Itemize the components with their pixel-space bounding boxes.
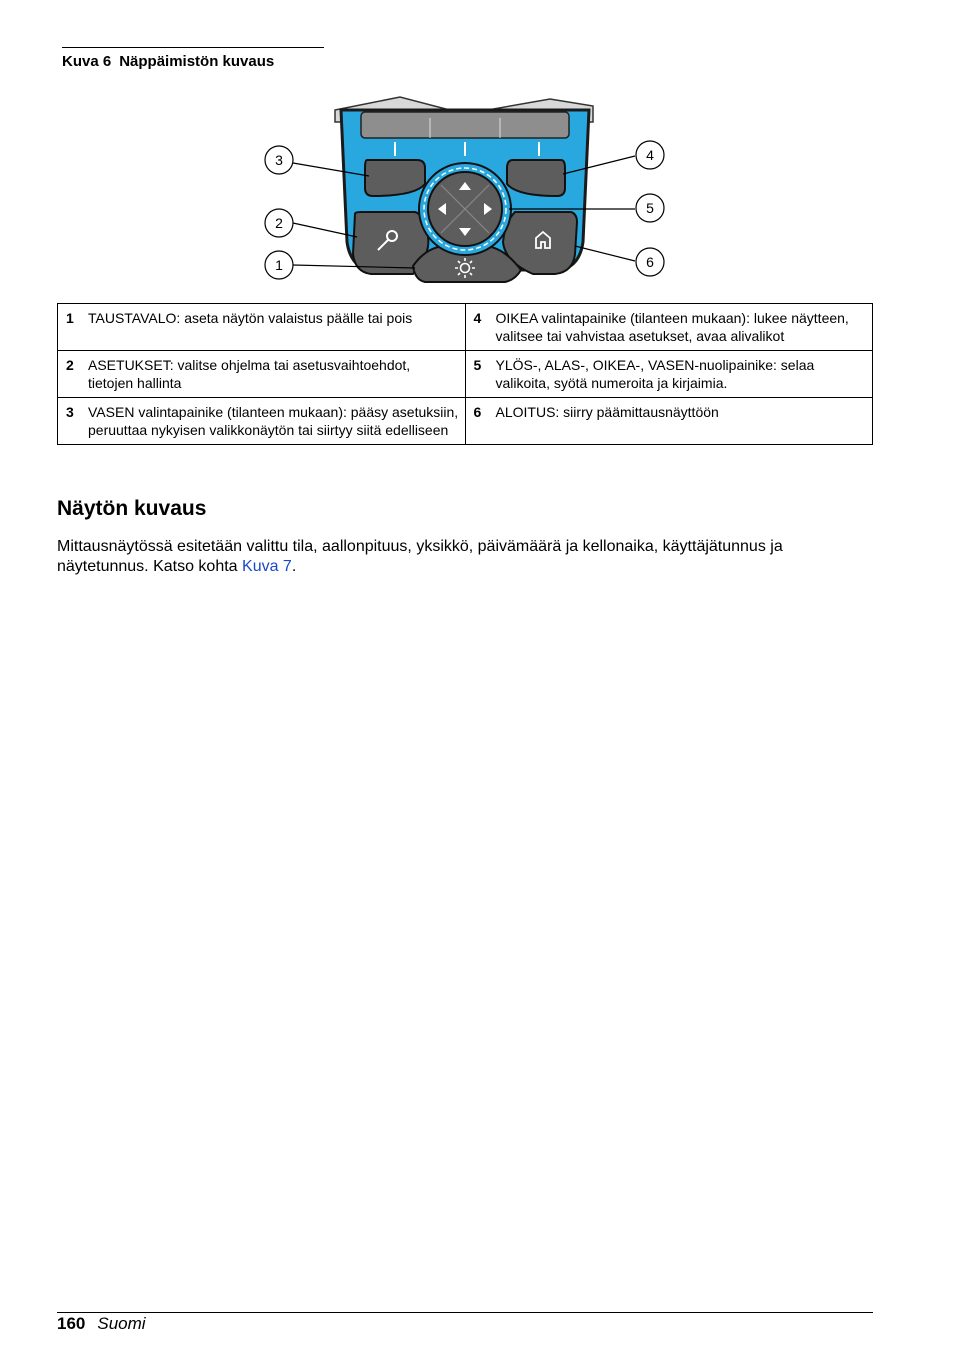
page-footer bbox=[57, 1312, 873, 1334]
legend-cell bbox=[58, 304, 466, 351]
body-paragraph bbox=[57, 537, 877, 577]
table-row bbox=[58, 398, 873, 445]
legend-number: 3 bbox=[66, 404, 74, 420]
legend-table bbox=[57, 303, 873, 445]
figure-caption bbox=[62, 47, 324, 70]
legend-number: 1 bbox=[66, 310, 74, 326]
page-number: 160 bbox=[57, 1314, 86, 1333]
callout-6: 6 bbox=[646, 254, 654, 270]
section-heading: Näytön kuvaus bbox=[57, 497, 207, 520]
legend-number: 4 bbox=[473, 310, 482, 326]
table-row bbox=[58, 304, 873, 351]
legend-text: OIKEA valintapainike (tilanteen mukaan): lukee näytteen, valitsee tai vahvistaa asetukset, avaa alivalikot bbox=[495, 310, 849, 344]
left-select-button bbox=[365, 160, 425, 196]
legend-cell bbox=[465, 351, 873, 398]
table-row bbox=[58, 351, 873, 398]
legend-text: ASETUKSET: valitse ohjelma tai asetusvaihtoehdot, tietojen hallinta bbox=[88, 357, 411, 391]
legend-number: 6 bbox=[473, 404, 482, 420]
right-select-button bbox=[507, 160, 565, 196]
screen-bottom bbox=[361, 112, 569, 138]
footer-language: Suomi bbox=[97, 1314, 146, 1333]
figure-label: Kuva 6 bbox=[62, 53, 112, 70]
figure-link[interactable]: Kuva 7 bbox=[242, 558, 292, 575]
legend-cell bbox=[465, 304, 873, 351]
legend-text: VASEN valintapainike (tilanteen mukaan): pääsy asetuksiin, peruuttaa nykyisen valikkonäytön tai siirtyy siitä edelliseen bbox=[88, 404, 459, 438]
callout-2: 2 bbox=[275, 215, 283, 231]
paragraph-end: . bbox=[291, 558, 297, 575]
callout-4: 4 bbox=[646, 147, 654, 163]
legend-cell bbox=[58, 398, 466, 445]
legend-text: YLÖS-, ALAS-, OIKEA-, VASEN-nuolipainike: selaa valikoita, syötä numeroita ja kirjaimia. bbox=[495, 357, 815, 391]
legend-text: ALOITUS: siirry päämittausnäyttöön bbox=[495, 404, 719, 420]
keypad-illustration bbox=[175, 92, 755, 288]
callout-3: 3 bbox=[275, 152, 283, 168]
callout-5: 5 bbox=[646, 200, 654, 216]
figure-title: Näppäimistön kuvaus bbox=[119, 53, 275, 70]
legend-cell bbox=[58, 351, 466, 398]
legend-cell bbox=[465, 398, 873, 445]
legend-number: 5 bbox=[473, 357, 482, 373]
paragraph-text: Mittausnäytössä esitetään valittu tila, aallonpituus, yksikkö, päivämäärä ja kellonaika, käyttäjätunnus ja näytetunnus. Katso kohta bbox=[57, 538, 783, 575]
legend-text: TAUSTAVALO: aseta näytön valaistus päälle tai pois bbox=[88, 310, 413, 326]
callout-1: 1 bbox=[275, 257, 283, 273]
legend-number: 2 bbox=[66, 357, 74, 373]
